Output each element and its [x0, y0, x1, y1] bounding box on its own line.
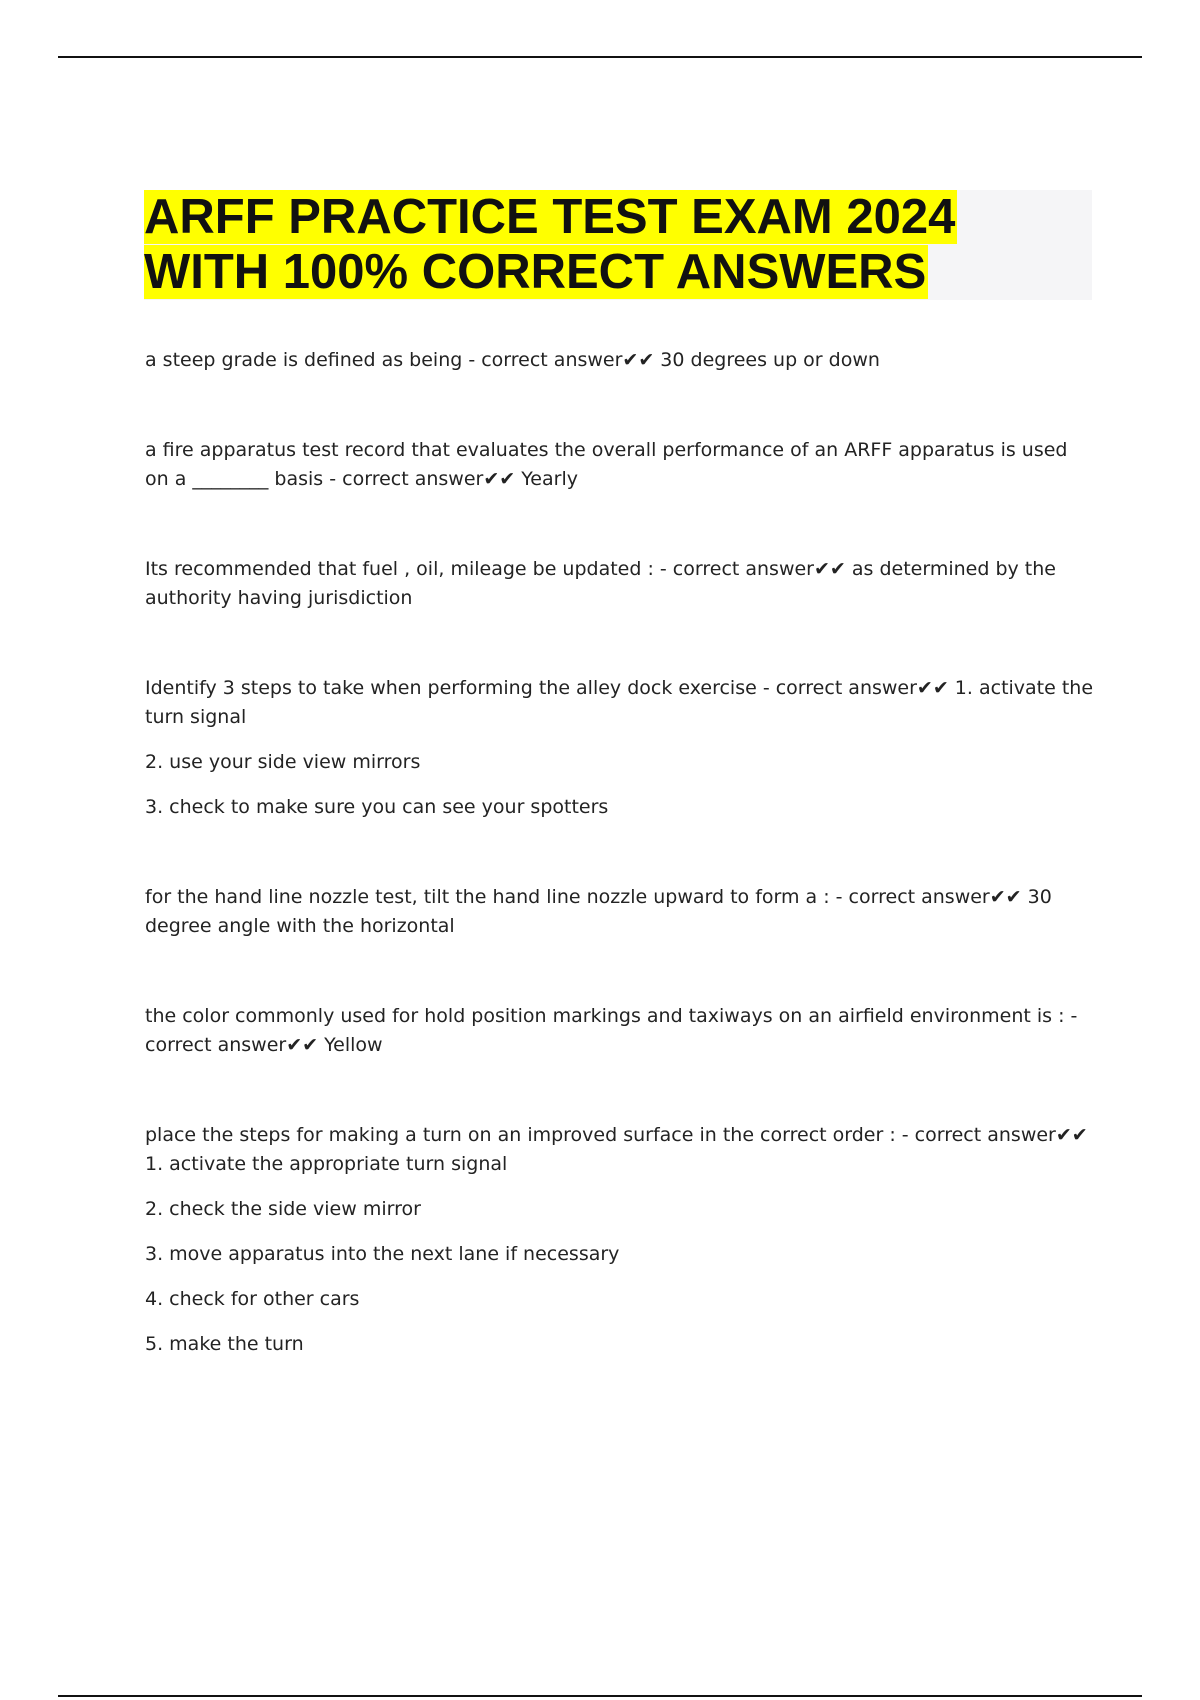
qa-step: 2. check the side view mirror	[145, 1198, 421, 1220]
qa-item	[145, 436, 1095, 494]
page-title	[144, 190, 1092, 300]
qa-step: 3. move apparatus into the next lane if necessary	[145, 1243, 620, 1265]
qa-item	[145, 555, 1095, 613]
qa-text: a fire apparatus test record that evaluates the overall performance of an ARFF apparatus is used on a ________ basis - correct answer✔✔ Yearly	[145, 439, 1068, 490]
qa-item	[145, 1121, 1095, 1359]
qa-item	[145, 346, 1095, 375]
qa-text: Identify 3 steps to take when performing the alley dock exercise - correct answer✔✔ 1. activate the turn signal	[145, 677, 1094, 728]
qa-item	[145, 674, 1095, 822]
qa-text: the color commonly used for hold position markings and taxiways on an airfield environment is : - correct answer✔✔ Yellow	[145, 1005, 1078, 1056]
qa-step: 2. use your side view mirrors	[145, 751, 421, 773]
qa-text: for the hand line nozzle test, tilt the hand line nozzle upward to form a : - correct answer✔✔ 30 degree angle with the horizontal	[145, 886, 1052, 937]
qa-text: Its recommended that fuel , oil, mileage be updated : - correct answer✔✔ as determined by the authority having jurisdiction	[145, 558, 1056, 609]
top-rule	[58, 56, 1142, 58]
page-title-text: ARFF PRACTICE TEST EXAM 2024 WITH 100% CORRECT ANSWERS	[144, 190, 956, 299]
title-block	[144, 190, 1092, 300]
qa-text: a steep grade is defined as being - correct answer✔✔ 30 degrees up or down	[145, 349, 880, 371]
qa-text: place the steps for making a turn on an improved surface in the correct order : - correct answer✔✔ 1. activate the appropriate turn signal	[145, 1124, 1088, 1175]
qa-item	[145, 883, 1095, 941]
qa-step: 5. make the turn	[145, 1333, 304, 1355]
qa-list	[145, 346, 1095, 1420]
bottom-rule	[58, 1695, 1142, 1697]
qa-step: 3. check to make sure you can see your spotters	[145, 796, 609, 818]
qa-item	[145, 1002, 1095, 1060]
qa-step: 4. check for other cars	[145, 1288, 360, 1310]
